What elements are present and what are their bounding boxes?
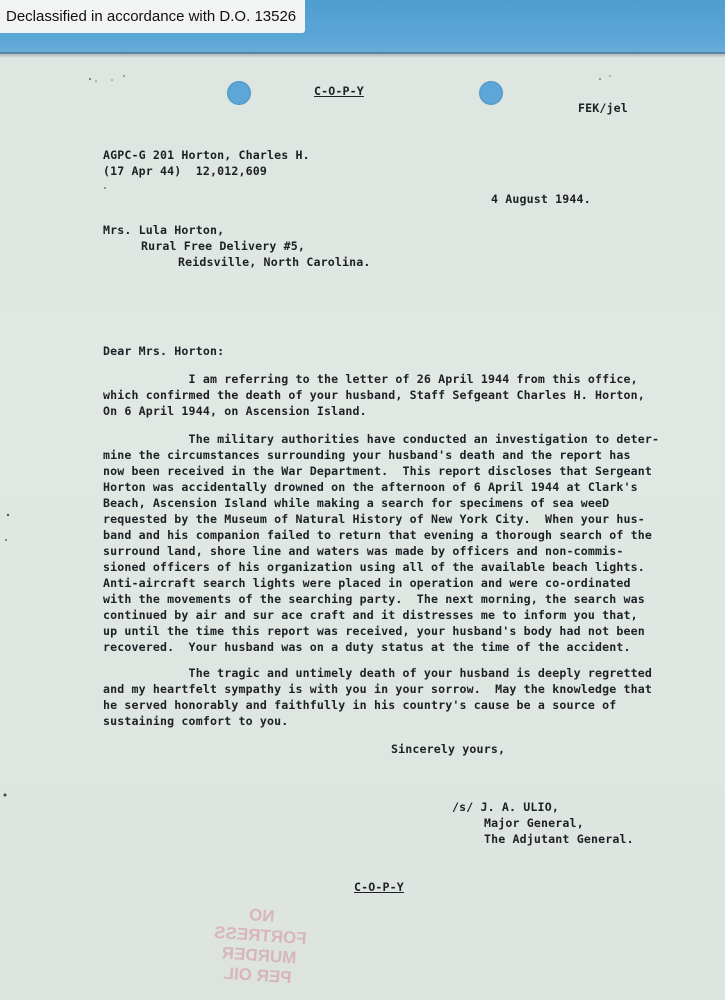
closing: Sincerely yours, — [391, 742, 506, 756]
paragraph-line: The military authorities have conducted an investigation to deter- — [103, 432, 660, 446]
typist-initials: FEK/jel — [578, 101, 628, 115]
paragraph-line: The tragic and untimely death of your husband is deeply regretted — [103, 666, 653, 680]
paragraph-line: sustaining comfort to you. — [103, 714, 289, 728]
paragraph-line: On 6 April 1944, on Ascension Island. — [103, 404, 367, 418]
paragraph-line: recovered. Your husband was on a duty status at the time of the accident. — [103, 640, 631, 654]
paragraph-line: with the movements of the searching party. The next morning, the search was — [103, 592, 645, 606]
paragraph-line: Beach, Ascension Island while making a search for specimens of sea weeD — [103, 496, 610, 510]
declassification-banner: Declassified in accordance with D.O. 13526 — [0, 0, 305, 33]
signature-line-1: /s/ J. A. ULIO, — [452, 800, 559, 814]
paragraph-line: and my heartfelt sympathy is with you in your sorrow. May the knowledge that — [103, 682, 653, 696]
paragraph-line: band and his companion failed to return that evening a thorough search of the — [103, 528, 653, 542]
stamp-line: FORTRESS MURDER — [213, 922, 308, 968]
paragraph-line: he served honorably and faithfully in his country's cause be a source of — [103, 698, 617, 712]
stamp-line: PER OIL — [223, 963, 293, 988]
paragraph-line: continued by air and sur ace craft and it distresses me to inform you that, — [103, 608, 638, 622]
paragraph-line: up until the time this report was received, your husband's body had not been — [103, 624, 645, 638]
paragraph-line: I am referring to the letter of 26 April 1944 from this office, — [103, 372, 638, 386]
reference-line-1: AGPC-G 201 Horton, Charles H. — [103, 148, 310, 162]
recipient-address-line-1: Rural Free Delivery #5, — [141, 239, 305, 253]
footer-copy-mark: C-O-P-Y — [354, 880, 404, 894]
paragraph-line: mine the circumstances surrounding your husband's death and the report has — [103, 448, 631, 462]
paragraph-line: surround land, shore line and waters was made by officers and non-commis- — [103, 544, 624, 558]
paragraph-line: Anti-aircraft search lights were placed in operation and were co-ordinated — [103, 576, 631, 590]
salutation: Dear Mrs. Horton: — [103, 344, 225, 358]
paragraph-line: which confirmed the death of your husband, Staff Sefgeant Charles H. Horton, — [103, 388, 645, 402]
recipient-address-line-2: Reidsville, North Carolina. — [178, 255, 371, 269]
reference-line-2: (17 Apr 44) 12,012,609 — [103, 164, 267, 178]
paragraph-line: requested by the Museum of Natural History of New York City. When your hus- — [103, 512, 645, 526]
signature-line-3: The Adjutant General. — [484, 832, 634, 846]
recipient-name: Mrs. Lula Horton, — [103, 223, 225, 237]
paragraph-line: Horton was accidentally drowned on the afternoon of 6 April 1944 at Clark's — [103, 480, 638, 494]
letter-date: 4 August 1944. — [491, 192, 591, 206]
signature-line-2: Major General, — [484, 816, 584, 830]
stamp-line: NO — [248, 905, 276, 926]
paragraph-line: sioned officers of his organization using all of the available beach lights. — [103, 560, 645, 574]
paragraph-line: now been received in the War Department. This report discloses that Sergeant — [103, 464, 653, 478]
header-copy-mark: C-O-P-Y — [314, 84, 364, 98]
